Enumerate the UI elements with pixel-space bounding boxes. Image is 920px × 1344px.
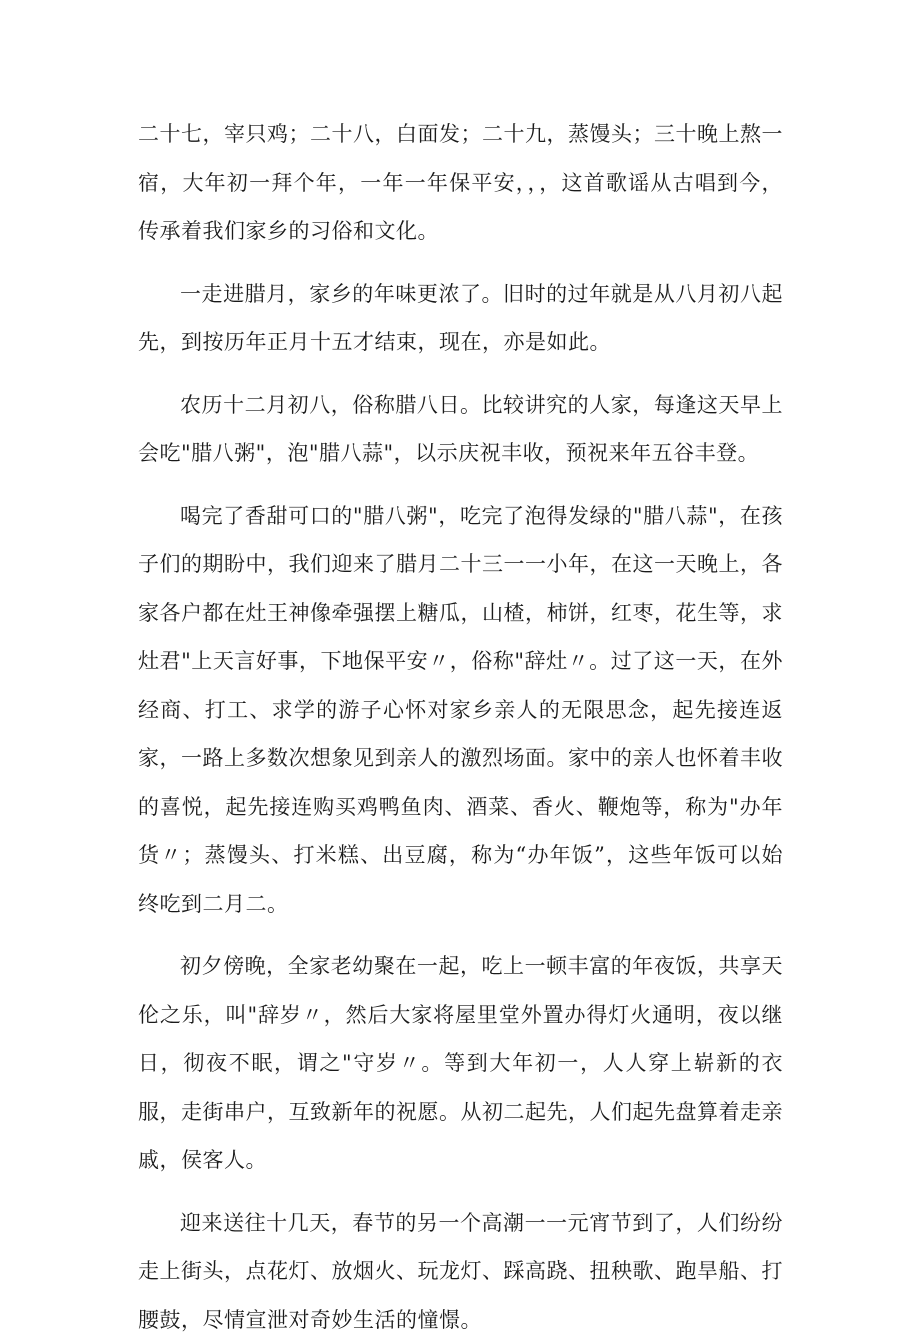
paragraph-4: 喝完了香甜可口的"腊八粥"，吃完了泡得发绿的"腊八蒜"，在孩子们的期盼中，我们迎来了腊月二十三一一小年，在这一天晚上，各家各户都在灶王神像牵强摆上糖瓜，山楂，柿饼，红枣，花生等，求灶君"上天言好事，下地保平安〃，俗称"辞灶〃。过了这一天，在外经商、打工、求学的游子心怀对家乡亲人的无限思念，起先接连返家，一路上多数次想象见到亲人的激烈场面。家中的亲人也怀着丰收的喜悦，起先接连购买鸡鸭鱼肉、酒菜、香火、鞭炮等，称为"办年货〃；蒸馒头、打米糕、出豆腐，称为“办年饭”，这些年饭可以始终吃到二月二。	[138, 492, 783, 929]
paragraph-1: 二十七，宰只鸡；二十八，白面发；二十九，蒸馒头；三十晚上熬一宿，大年初一拜个年，一年一年保平安，，，这首歌谣从古唱到今，传承着我们家乡的习俗和文化。	[138, 110, 783, 256]
paragraph-3: 农历十二月初八，俗称腊八日。比较讲究的人家，每逢这天早上会吃"腊八粥"，泡"腊八蒜"，以示庆祝丰收，预祝来年五谷丰登。	[138, 381, 783, 478]
paragraph-5: 初夕傍晚，全家老幼聚在一起，吃上一顿丰富的年夜饭，共享天伦之乐，叫"辞岁〃，然后大家将屋里堂外置办得灯火通明，夜以继日，彻夜不眠，谓之"守岁〃。等到大年初一，人人穿上崭新的衣服，走街串户，互致新年的祝愿。从初二起先，人们起先盘算着走亲戚，侯客人。	[138, 942, 783, 1185]
paragraph-6: 迎来送往十几天，春节的另一个高潮一一元宵节到了，人们纷纷走上街头，点花灯、放烟火、玩龙灯、踩高跷、扭秧歌、跑旱船、打腰鼓，尽情宣泄对奇妙生活的憧憬。	[138, 1199, 783, 1344]
document-body	[138, 110, 783, 1344]
paragraph-2: 一走进腊月，家乡的年味更浓了。旧时的过年就是从八月初八起先，到按历年正月十五才结束，现在，亦是如此。	[138, 270, 783, 367]
